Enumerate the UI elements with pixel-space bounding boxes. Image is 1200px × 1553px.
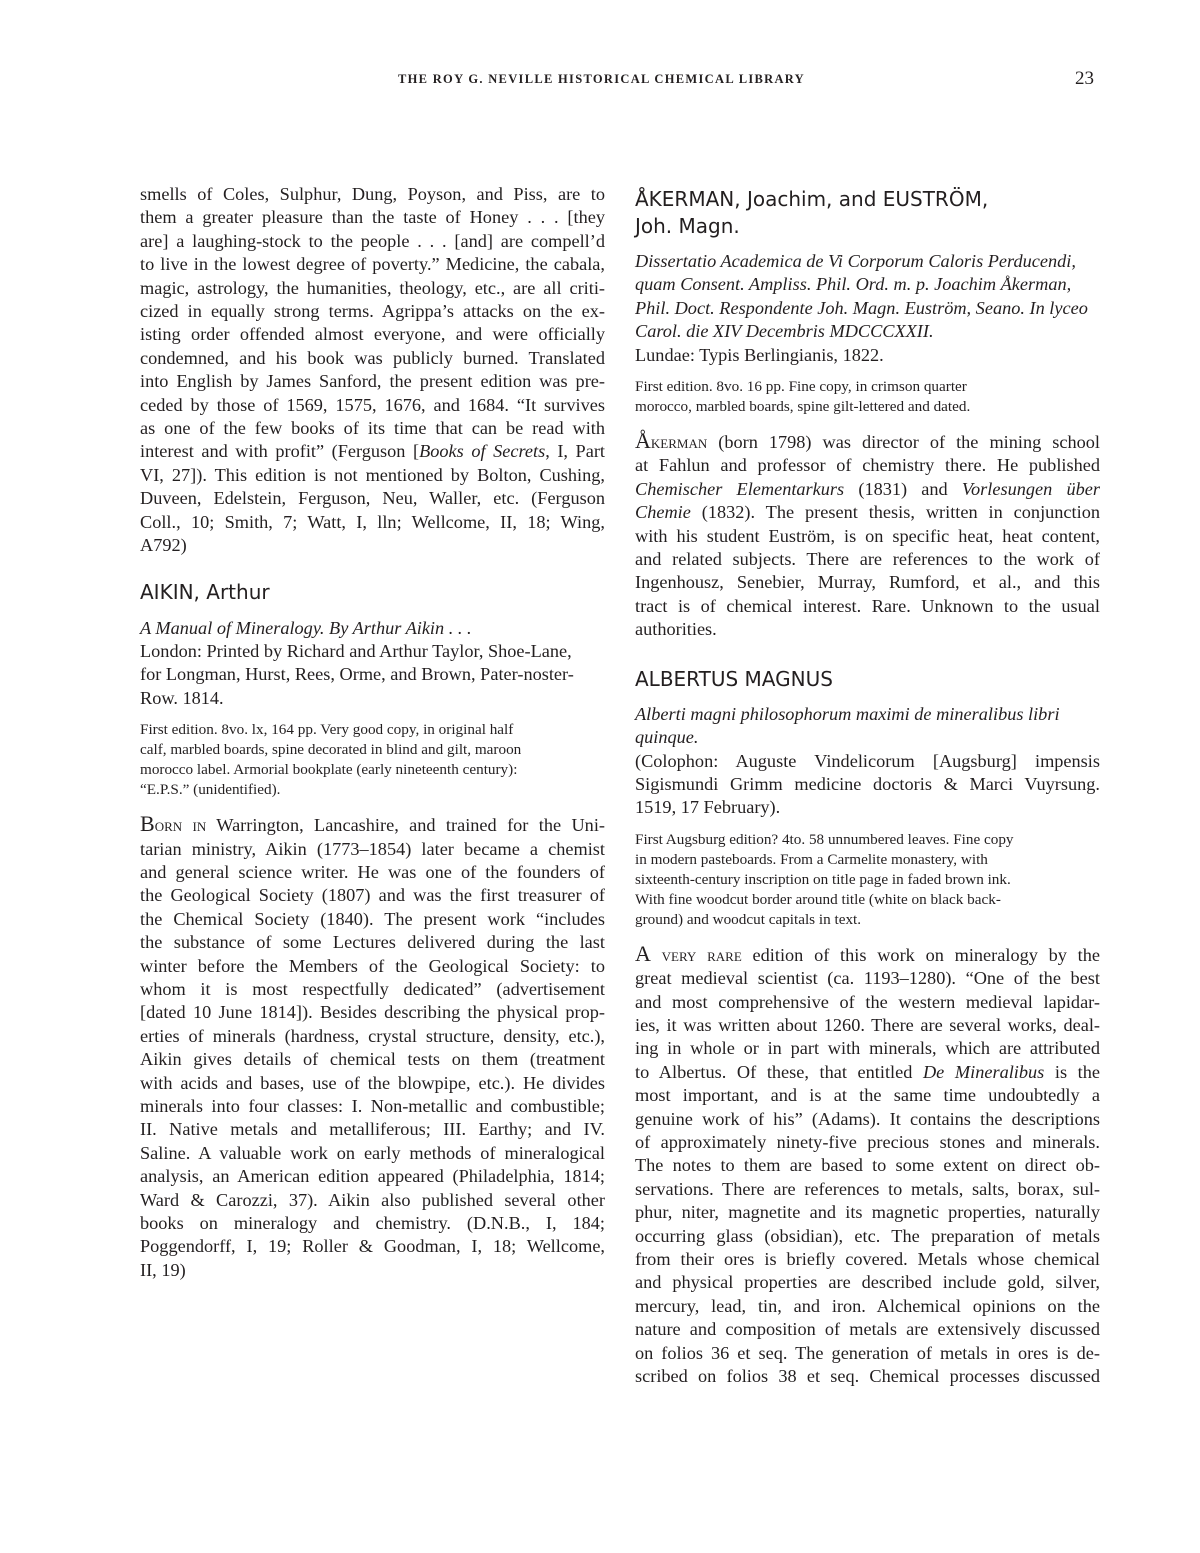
entry-albertus-magnus [635, 666, 1100, 1389]
entry-title: Dissertatio Academica de Vi Corporum Caloris Perducendi, quam Consent. Ampliss. Phil. Ord. m. p. Joachim Åkerman, Phil. Doct. Respondente Joh. Magn. Euström, Seano. In lyceo Carol. die XIV Decembris MDCCCXXII. Lundae: Typis Berlingianis, 1822. [635, 251, 1088, 365]
book-title-italic: Books of Secrets [419, 441, 546, 462]
left-column [140, 184, 605, 1282]
collation-note: First edition. 8vo. lx, 164 pp. Very good copy, in original half calf, marbled boards, spine decorated in blind and gilt, maroon morocco label. Armorial bookplate (early nineteenth century): “E.P.S.” (unidentified). [140, 721, 522, 799]
collation-note: First edition. 8vo. 16 pp. Fine copy, in crimson quarter morocco, marbled boards, spine gilt-lettered and dated. [635, 378, 971, 416]
entry-body: Åkerman (born 1798) was director of the mining school at Fahlun and professor of chemistry there. He published Chemischer Elementarkurs (1831) and Vorlesungen über Chemie (1832). The present thesis, written in conjunction with his student Euström, is on specific heat, heat content, and related subjects. There are references to the work of Ingenhousz, Senebier, Murray, Rumford, et al., and this tract is of chemical interest. Rare. Unknown to the usual authorities. [635, 428, 1100, 640]
entry-aikin [140, 579, 605, 1283]
entry-heading: AIKIN, Arthur [140, 579, 270, 604]
entry-heading: ALBERTUS MAGNUS [635, 666, 833, 691]
right-column [635, 186, 1100, 1388]
entry-body: A very rare edition of this work on mineralogy by the great medieval scientist (ca. 1193–1280). “One of the best and most comprehensive of the western medieval lapidar- ies, it was written about 1260. There are several works, deal- ing in whole or in part with minerals, which are attributed to Albertus. Of these, that entitled De Mineralibus is the most important, and is at the same time undoubtedly a genuine work of his” (Adams). It contains the descriptions of approximately ninety-five precious stones and minerals. The notes to them are based to some extent on direct ob- servations. There are references to metals, salts, borax, sul- phur, niter, magnetite and its magnetic properties, naturally occurring glass (obsidian), etc. The preparation of metals from their ores is briefly covered. Metals whose chemical and physical properties are described include gold, silver, mercury, lead, tin, and iron. Alchemical opinions on the nature and composition of metals are extensively discussed on folios 36 et seq. The generation of metals in ores is de- scribed on folios 38 et seq. Chemical processes discussed [635, 940, 1101, 1387]
entry-akerman [635, 186, 1100, 642]
collation-note: First Augsburg edition? 4to. 58 unnumbered leaves. Fine copy in modern pasteboards. From a Carmelite monastery, with sixteenth-century inscription on title page in faded brown ink. With fine woodcut border around title (white on black back- ground) and woodcut capitals in text. [635, 830, 1014, 928]
entry-title: A Manual of Mineralogy. By Arthur Aikin . . . London: Printed by Richard and Arthur Taylor, Shoe-Lane, for Longman, Hurst, Rees, Orme, and Brown, Pater-noster- Row. 1814. [140, 617, 574, 708]
running-head: THE ROY G. NEVILLE HISTORICAL CHEMICAL LIBRARY [398, 72, 806, 86]
entry-title: Alberti magni philosophorum maximi de mineralibus libri quinque. [635, 703, 1060, 748]
entry-body: Born in Warrington, Lancashire, and trained for the Uni- tarian ministry, Aikin (1773–1854) later became a chemist and general science writer. He was one of the founders of the Geological Society (1807) and was the first treasurer of the Chemical Society (1840). The present work “includes the substance of some Lectures delivered during the last winter before the Members of the Geological Society: to whom it is most respectfully dedicated” (advertisement [dated 10 June 1814]). Besides describing the physical prop- erties of minerals (hardness, crystal structure, density, etc.), Aikin gives details of chemical tests on them (treatment with acids and bases, use of the blowpipe, etc.). He divides minerals into four classes: I. Non-metallic and combustible; II. Native metals and metalliferous; III. Earthy; and IV. Saline. A valuable work on early methods of mineralogical analysis, an American edition appeared (Philadelphia, 1814; Ward & Carozzi, 37). Aikin also published several other books on mineralogy and chemistry. (D.N.B., I, 184; Poggendorff, I, 19; Roller & Goodman, I, 18; Wellcome, II, 19) [140, 811, 605, 1280]
entry-heading: ÅKERMAN, Joachim, and EUSTRÖM, Joh. Magn. [635, 187, 989, 238]
continuation-paragraph: smells of Coles, Sulphur, Dung, Poyson, and Piss, are to them a greater pleasure than the taste of Honey . . . [they are] a laughing-stock to the people . . . [and] are compell’d to live in the lowest degree of poverty.” Medicine, the cabala, magic, astrology, the humanities, theology, etc., are all criti- cized in equally strong terms. Agrippa’s attacks on the ex- isting order offended almost everyone, and were officially condemned, and his book was publicly burned. Translated into English by James Sanford, the present edition was pre- ceded by those of 1569, 1575, 1676, and 1684. “It survives as one of the few books of its time that can be read with interest and with profit” (Ferguson [Books of Secrets, I, Part VI, 27]). This edition is not mentioned by Bolton, Cushing, Duveen, Edelstein, Ferguson, Neu, Waller, etc. (Ferguson Coll., 10; Smith, 7; Watt, I, lln; Wellcome, II, 18; Wing, A792) [140, 184, 605, 556]
entry-imprint: (Colophon: Auguste Vindelicorum [Augsburg] impensis Sigismundi Grimm medicine doctoris & Marci Vuyrsung. 1519, 17 February). [635, 750, 1100, 818]
page-number: 23 [1075, 68, 1094, 89]
